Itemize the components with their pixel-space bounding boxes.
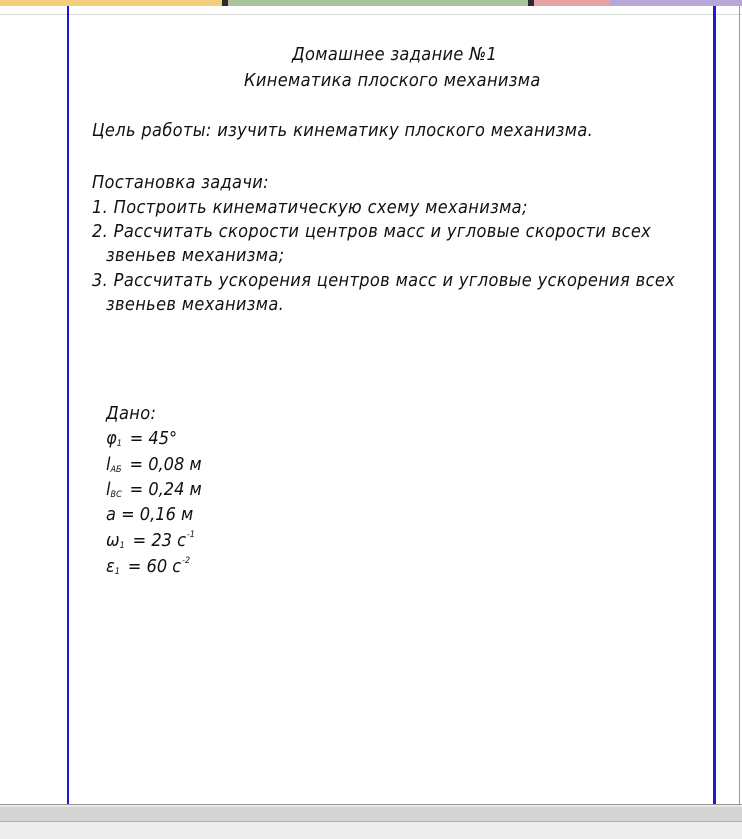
problem-heading: Постановка задачи:: [92, 172, 269, 193]
given-phi-index: 1: [116, 439, 122, 449]
given-heading: Дано:: [106, 403, 157, 424]
given-epsilon-exponent: -2: [182, 556, 191, 566]
given-lbc-value: = 0,24 м: [129, 479, 202, 500]
task-item-1: 1. Построить кинематическую схему механизма;: [92, 197, 528, 218]
given-omega-index: 1: [119, 541, 125, 551]
document-subtitle: Кинематика плоского механизма: [244, 70, 541, 91]
task-item-3-cont: звеньев механизма.: [106, 294, 285, 315]
divider: [0, 804, 742, 805]
horizontal-scrollbar-area[interactable]: [0, 804, 742, 839]
task-item-2-cont: звеньев механизма;: [106, 245, 285, 266]
given-omega-value: = 23 с: [132, 530, 186, 551]
given-epsilon-value: = 60 с: [127, 556, 182, 577]
given-omega-exponent: -1: [186, 530, 195, 540]
horizontal-scrollbar-track[interactable]: [0, 807, 742, 821]
status-bar: [0, 822, 742, 839]
frame-right-border: [713, 6, 716, 804]
frame-left-border: [67, 6, 69, 804]
view-right-edge: [739, 6, 740, 804]
document-title: Домашнее задание №1: [292, 44, 498, 65]
given-phi-symbol: φ: [106, 428, 117, 449]
given-lab: [106, 454, 202, 475]
given-lbc: [106, 479, 202, 500]
given-omega-symbol: ω: [106, 530, 120, 551]
task-item-3: 3. Рассчитать ускорения центров масс и угловые ускорения всех: [92, 270, 676, 291]
given-lab-index: АБ: [110, 465, 122, 475]
given-lbc-symbol: l: [106, 479, 111, 500]
sheet-top-line: [0, 14, 742, 15]
given-epsilon-symbol: ε: [106, 556, 115, 577]
given-epsilon: [106, 556, 190, 577]
given-epsilon-index: 1: [114, 567, 120, 577]
given-omega: [106, 530, 195, 551]
given-lab-symbol: l: [106, 454, 111, 475]
goal-text: Цель работы: изучить кинематику плоского механизма.: [92, 120, 594, 141]
given-phi: [106, 428, 177, 449]
given-phi-value: = 45°: [129, 428, 178, 449]
given-a: a = 0,16 м: [106, 504, 194, 525]
given-lab-value: = 0,08 м: [129, 454, 202, 475]
given-lbc-index: ВС: [110, 490, 122, 500]
task-item-2: 2. Рассчитать скорости центров масс и угловые скорости всех: [92, 221, 652, 242]
